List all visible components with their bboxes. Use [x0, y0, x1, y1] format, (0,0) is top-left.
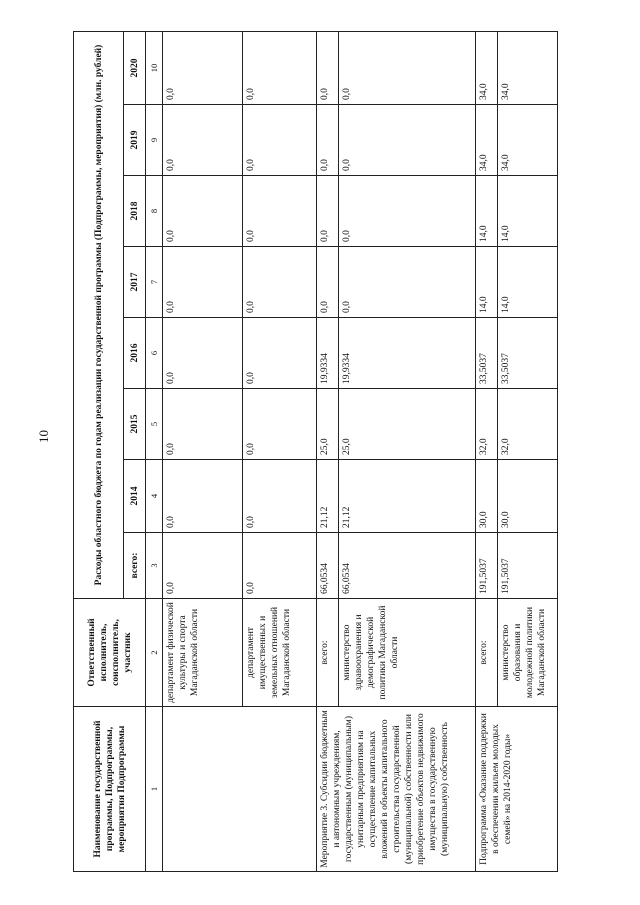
value-cell: 32,0	[476, 389, 498, 460]
page-number: 10	[36, 430, 51, 443]
measure-name-cell: Мероприятие 3. Субсидии бюджетным и автономным учреждениям, государственным (муниципальным) унитарным предприятиям на осуществление капитальных вложений в объекты капитального строительства государственной (муниципальной) собственности или приобретение объектов недвижимого имущества в государственную (муниципальную) собственность	[317, 707, 476, 872]
value-cell: 0,0	[243, 389, 317, 460]
value-cell: 33,5037	[476, 318, 498, 389]
value-cell: 14,0	[476, 247, 498, 318]
value-cell: 0,0	[317, 32, 339, 105]
responsible-column-header: Ответственный исполнитель, соисполнитель, участник	[74, 599, 146, 707]
year-header: 2016	[124, 318, 146, 389]
budget-header: Расходы областного бюджета по годам реализации государственной программы (Подпрограммы, мероприятия) (млн. рублей)	[74, 32, 124, 599]
table-row	[317, 32, 339, 872]
year-header: 2020	[124, 32, 146, 105]
value-cell: 0,0	[243, 533, 317, 599]
value-cell: 0,0	[163, 460, 243, 533]
value-cell: 0,0	[243, 318, 317, 389]
value-cell: 0,0	[163, 533, 243, 599]
subprogram-name-cell: Подпрограмма «Оказание поддержки в обеспечении жильем молодых семей» на 2014-2020 годы»	[476, 707, 558, 872]
value-cell: 0,0	[163, 247, 243, 318]
value-cell: 34,0	[498, 105, 558, 176]
value-cell: 0,0	[317, 105, 339, 176]
responsible-cell: департамент физической культуры и спорта Магаданской области	[163, 599, 243, 707]
column-number: 9	[146, 105, 163, 176]
value-cell: 19,9334	[317, 318, 339, 389]
value-cell: 0,0	[163, 32, 243, 105]
value-cell: 0,0	[317, 176, 339, 247]
value-cell: 0,0	[317, 247, 339, 318]
value-cell: 66,0534	[317, 533, 339, 599]
value-cell: 0,0	[339, 176, 476, 247]
value-cell: 0,0	[339, 105, 476, 176]
column-number: 4	[146, 460, 163, 533]
column-number: 1	[146, 707, 163, 872]
value-cell: 14,0	[476, 176, 498, 247]
value-cell: 191,5037	[498, 533, 558, 599]
value-cell: 0,0	[339, 32, 476, 105]
column-number: 6	[146, 318, 163, 389]
value-cell: 21,12	[317, 460, 339, 533]
value-cell: 30,0	[498, 460, 558, 533]
responsible-cell: министерство здравоохранения и демографической политики Магаданской области	[339, 599, 476, 707]
name-column-header: Наименование государственной программы, Подпрограммы, мероприятия Подпрограммы	[74, 707, 146, 872]
value-cell: 34,0	[498, 32, 558, 105]
column-number: 2	[146, 599, 163, 707]
value-cell: 14,0	[498, 176, 558, 247]
value-cell: 0,0	[243, 460, 317, 533]
value-cell: 0,0	[163, 105, 243, 176]
value-cell: 34,0	[476, 32, 498, 105]
value-cell: 14,0	[498, 247, 558, 318]
rotated-page	[73, 32, 581, 872]
value-cell: 0,0	[243, 247, 317, 318]
value-cell: 34,0	[476, 105, 498, 176]
header-row	[74, 32, 124, 872]
value-cell: 0,0	[163, 389, 243, 460]
value-cell: 0,0	[339, 247, 476, 318]
value-cell: 0,0	[163, 176, 243, 247]
responsible-cell: всего:	[317, 599, 339, 707]
responsible-cell: департамент имущественных и земельных отношений Магаданской области	[243, 599, 317, 707]
column-number: 3	[146, 533, 163, 599]
responsible-cell: министерство образования и молодежной политики Магаданской области	[498, 599, 558, 707]
value-cell: 19,9334	[339, 318, 476, 389]
value-cell: 0,0	[243, 176, 317, 247]
table-row	[163, 32, 243, 872]
column-number: 7	[146, 247, 163, 318]
column-number: 8	[146, 176, 163, 247]
total-header: всего:	[124, 533, 146, 599]
value-cell: 0,0	[243, 105, 317, 176]
value-cell: 66,0534	[339, 533, 476, 599]
value-cell: 30,0	[476, 460, 498, 533]
table-row	[476, 32, 498, 872]
column-number: 10	[146, 32, 163, 105]
year-header: 2018	[124, 176, 146, 247]
name-cell-empty	[163, 707, 317, 872]
value-cell: 32,0	[498, 389, 558, 460]
value-cell: 191,5037	[476, 533, 498, 599]
value-cell: 21,12	[339, 460, 476, 533]
value-cell: 33,5037	[498, 318, 558, 389]
year-header: 2019	[124, 105, 146, 176]
value-cell: 25,0	[317, 389, 339, 460]
value-cell: 25,0	[339, 389, 476, 460]
column-numbers-row	[146, 32, 163, 872]
value-cell: 0,0	[243, 32, 317, 105]
column-number: 5	[146, 389, 163, 460]
year-header: 2014	[124, 460, 146, 533]
responsible-cell: всего:	[476, 599, 498, 707]
year-header: 2017	[124, 247, 146, 318]
year-header: 2015	[124, 389, 146, 460]
budget-table	[73, 31, 558, 872]
value-cell: 0,0	[163, 318, 243, 389]
